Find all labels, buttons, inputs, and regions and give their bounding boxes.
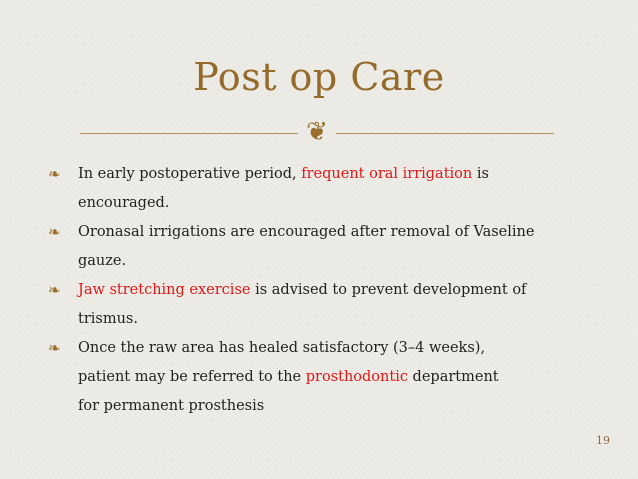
fleuron-icon: ❦ xyxy=(306,117,328,147)
bullet-text: is advised to prevent development of xyxy=(250,282,527,298)
bullet-text: is xyxy=(472,166,489,182)
bullet-text: In early postoperative period, xyxy=(78,166,302,182)
highlighted-text: Jaw stretching exercise xyxy=(78,282,251,298)
bullet-list xyxy=(48,160,608,421)
bullet-line: for permanent prosthesis xyxy=(78,398,265,414)
bullet-text: patient may be referred to the xyxy=(78,369,306,385)
title-divider-left xyxy=(80,133,298,134)
page-number: 19 xyxy=(596,434,610,447)
bullet-line: trismus. xyxy=(78,311,138,327)
bullet-line: encouraged. xyxy=(78,195,170,211)
fleuron-bullet-icon: ❧ xyxy=(48,165,61,183)
bullet-line xyxy=(78,160,608,189)
fleuron-bullet-icon: ❧ xyxy=(48,281,61,299)
bullet-item xyxy=(48,160,608,218)
bullet-line: gauze. xyxy=(78,253,127,269)
bullet-line xyxy=(78,363,608,392)
title-divider-right xyxy=(336,133,554,134)
bullet-line: Oronasal irrigations are encouraged after removal of Vaseline xyxy=(78,224,535,240)
highlighted-text: prosthodontic xyxy=(305,369,408,385)
fleuron-bullet-icon: ❧ xyxy=(48,339,61,357)
fleuron-bullet-icon: ❧ xyxy=(48,223,61,241)
bullet-item xyxy=(48,334,608,421)
bullet-text: department xyxy=(407,369,499,385)
bullet-item xyxy=(48,218,608,276)
highlighted-text: frequent oral irrigation xyxy=(301,166,473,182)
bullet-item xyxy=(48,276,608,334)
bullet-line: Once the raw area has healed satisfactory (3–4 weeks), xyxy=(78,340,486,356)
slide-title: Post op Care xyxy=(193,55,445,99)
bullet-line xyxy=(78,276,608,305)
